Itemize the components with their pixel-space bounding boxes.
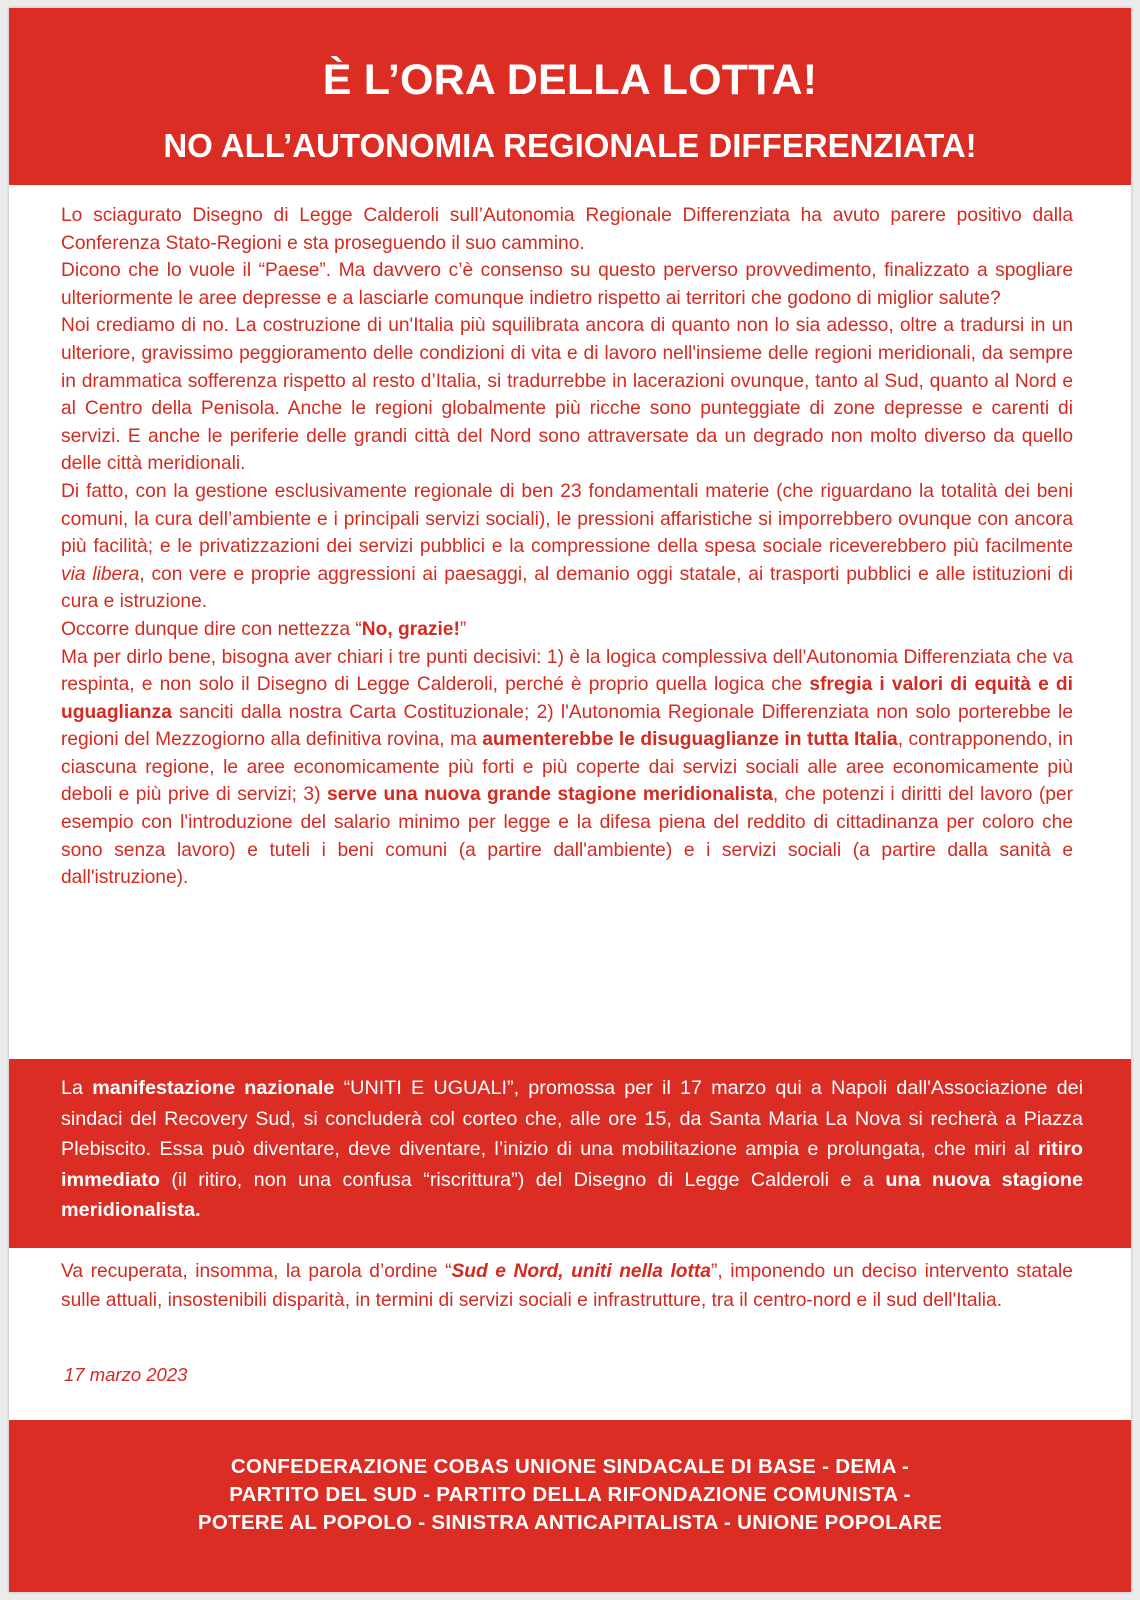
signatories-line-3: POTERE AL POPOLO - SINISTRA ANTICAPITALISTA - UNIONE POPOLARE bbox=[197, 1511, 943, 1534]
paragraph-5: Occorre dunque dire con nettezza “No, grazie!” bbox=[61, 618, 467, 640]
main-title: È L’ORA DELLA LOTTA! bbox=[322, 56, 818, 104]
signatories-line-1: CONFEDERAZIONE COBAS UNIONE SINDACALE DI BASE - DEMA - bbox=[230, 1455, 910, 1478]
signatories-line-2: PARTITO DEL SUD - PARTITO DELLA RIFONDAZIONE COMUNISTA - bbox=[229, 1483, 911, 1506]
paragraph-6: Ma per dirlo bene, bisogna aver chiari i tre punti decisivi: 1) è la logica complessiva dell'Autonomia Differenziata che va respinta, e non solo il Disegno di Legge Calderoli, perché è proprio quella logica che sfregia i valori di equità e di uguaglianza sanciti dalla nostra Carta Costituzionale; 2) l'Autonomia Regionale Differenziata non solo porterebbe le regioni del Mezzogiorno alla definitiva rovina, ma aumenterebbe le disuguaglianze in tutta Italia, contrapponendo, in ciascuna regione, le aree economicamente più forti e più coperte dai servizi sociali alle aree economicamente più deboli e più prive di servizi; 3) serve una nuova grande stagione meridionalista, che potenzi i diritti del lavoro (per esempio con l'introduzione del salario minimo per legge e la difesa piena del reddito di cittadinanza per coloro che sono senza lavoro) e tuteli i beni comuni (a partire dall'ambiente) e i servizi sociali (a partire dalla sanità e dall'istruzione). bbox=[61, 646, 1073, 889]
slogan: Sud e Nord, uniti nella lotta bbox=[451, 1261, 711, 1282]
signatories-banner bbox=[9, 1420, 1131, 1592]
closing-paragraph: Va recuperata, insomma, la parola d’ordine “Sud e Nord, uniti nella lotta”, imponendo un deciso intervento statale sulle attuali, insostenibili disparità, in termini di servizi sociali e infrastrutture, tra il centro-nord e il sud dell'Italia. bbox=[61, 1261, 1073, 1311]
announcement-banner bbox=[9, 1059, 1131, 1248]
subtitle: NO ALL’AUTONOMIA REGIONALE DIFFERENZIATA! bbox=[163, 127, 977, 164]
body-text bbox=[61, 202, 1073, 892]
paragraph-1: Lo sciagurato Disegno di Legge Calderoli sull’Autonomia Regionale Differenziata ha avuto parere positivo dalla Conferenza Stato-Regioni e sta proseguendo il suo cammino. bbox=[61, 205, 1073, 254]
announcement-text: La manifestazione nazionale “UNITI E UGUALI”, promossa per il 17 marzo qui a Napoli dall'Associazione dei sindaci del Recovery Sud, si concluderà col corteo che, alle ore 15, da Santa Maria La Nova si recherà a Piazza Plebiscito. Essa può diventare, deve diventare, l’inizio di una mobilitazione ampia e prolungata, che miri al ritiro immediato (il ritiro, non una confusa “riscrittura”) del Disegno di Legge Calderoli e a una nuova stagione meridionalista. bbox=[61, 1077, 1084, 1221]
date: 17 marzo 2023 bbox=[64, 1364, 188, 1385]
paragraph-2: Dicono che lo vuole il “Paese”. Ma davvero c’è consenso su questo perverso provvedimento, finalizzato a spogliare ulteriormente le aree depresse e a lasciarle comunque indietro rispetto ai territori che godono di miglior salute? bbox=[61, 260, 1073, 309]
no-grazie-emphasis: No, grazie! bbox=[361, 618, 460, 640]
header-banner bbox=[9, 8, 1131, 185]
flyer bbox=[9, 8, 1131, 1592]
paragraph-4: Di fatto, con la gestione esclusivamente regionale di ben 23 fondamentali materie (che riguardano la totalità dei beni comuni, la cura dell’ambiente e i principali servizi sociali), le pressioni affaristiche si imporrebbero ovunque con ancora più facilità; e le privatizzazioni dei servizi pubblici e la compressione della spesa sociale riceverebbero più facilmente via libera, con vere e proprie aggressioni ai paesaggi, al demanio oggi statale, ai trasporti pubblici e alle istituzioni di cura e istruzione. bbox=[61, 480, 1073, 613]
paragraph-3: Noi crediamo di no. La costruzione di un'Italia più squilibrata ancora di quanto non lo sia adesso, oltre a tradursi in un ulteriore, gravissimo peggioramento delle condizioni di vita e di lavoro nell'insieme delle regioni meridionali, da sempre in drammatica sofferenza rispetto al resto d’Italia, si tradurrebbe in lacerazioni ovunque, tanto al Sud, quanto al Nord e al Centro della Penisola. Anche le regioni globalmente più ricche sono punteggiate di zone depresse e carenti di servizi. E anche le periferie delle grandi città del Nord sono attraversate da un degrado non molto diverso da quello delle città meridionali. bbox=[61, 315, 1073, 475]
